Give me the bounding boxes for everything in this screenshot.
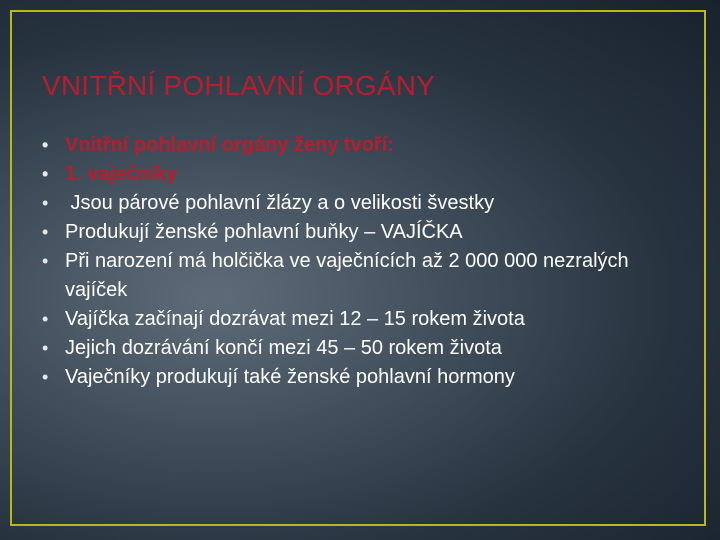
bullet-item	[42, 218, 682, 247]
bullet-item	[42, 363, 682, 392]
bullet-text: Vaječníky produkují také ženské pohlavní hormony	[65, 366, 515, 388]
bullet-icon: •	[42, 251, 49, 271]
bullet-icon: •	[42, 338, 49, 358]
bullet-text: Jejich dozrávání končí mezi 45 – 50 rokem života	[65, 337, 502, 359]
slide-title: VNITŘNÍ POHLAVNÍ ORGÁNY	[42, 70, 436, 101]
bullet-text: Vajíčka začínají dozrávat mezi 12 – 15 rokem života	[65, 308, 525, 330]
bullet-text: Při narození má holčička ve vaječnících až 2 000 000 nezralých vajíček	[65, 250, 629, 301]
bullet-text: Jsou párové pohlavní žlázy a o velikosti švestky	[65, 192, 495, 214]
bullet-item	[42, 305, 682, 334]
bullet-item	[42, 334, 682, 363]
bullet-text: Vnitřní pohlavní orgány ženy tvoří:	[65, 134, 394, 156]
bullet-item	[42, 189, 682, 218]
bullet-icon: •	[42, 135, 49, 155]
bullet-item	[42, 160, 682, 189]
bullet-text: Produkují ženské pohlavní buňky – VAJÍČKA	[65, 221, 463, 243]
bullet-icon: •	[42, 222, 49, 242]
bullet-list	[42, 131, 682, 392]
bullet-icon: •	[42, 193, 49, 213]
bullet-text: 1. vaječníky	[65, 163, 178, 185]
bullet-item	[42, 131, 682, 160]
bullet-icon: •	[42, 309, 49, 329]
bullet-item	[42, 247, 682, 305]
bullet-icon: •	[42, 164, 49, 184]
bullet-icon: •	[42, 367, 49, 387]
